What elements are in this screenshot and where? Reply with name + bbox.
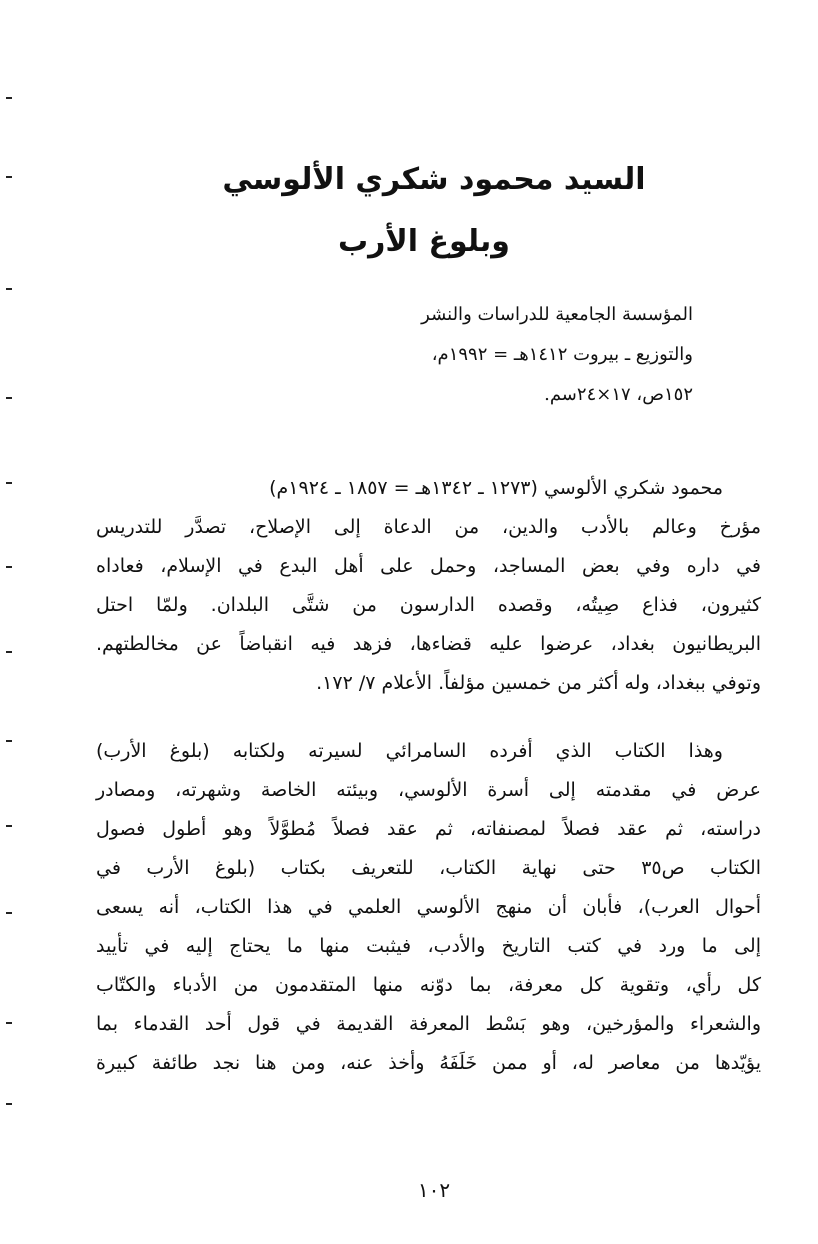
margin-tick <box>6 1103 12 1105</box>
text-line: محمود شكري الألوسي (١٢٧٣ ـ ١٣٤٢هـ = ١٨٥٧ ـ ١٩٢٤م) <box>269 477 723 499</box>
text-line: والشعراء والمؤرخين، وهو بَسْط المعرفة القديمة في قول أحد القدماء بما <box>96 1013 761 1035</box>
text-line: كل رأي، وتقوية كل معرفة، بما دوّنه منها المتقدمون من الأدباء والكتّاب <box>96 974 761 996</box>
text-line: يؤيّدها من معاصر له، أو ممن خَلَفَهُ وأخذ عنه، ومن هنا نجد طائفة كبيرة <box>96 1052 761 1074</box>
text-line: الكتاب ص٣٥ حتى نهاية الكتاب، للتعريف بكتاب (بلوغ الأرب في <box>96 857 762 879</box>
text-line: دراسته، ثم عقد فصلاً لمصنفاته، ثم عقد فصلاً مُطوَّلاً وهو أطول فصول <box>96 818 761 840</box>
margin-tick <box>6 1022 12 1024</box>
page-number: ١٠٢ <box>417 1178 451 1202</box>
publication-info <box>245 295 693 415</box>
margin-tick <box>6 97 12 99</box>
text-line: إلى ما ورد في كتب التاريخ والأدب، فيثبت منها ما يحتاج إليه في تأييد <box>96 935 761 957</box>
book-title: السيد محمود شكري الألوسي <box>222 162 646 197</box>
margin-tick <box>6 825 12 827</box>
text-line: وهذا الكتاب الذي أفرده السامرائي لسيرته ولكتابه (بلوغ الأرب) <box>96 740 723 762</box>
margin-tick <box>6 651 12 653</box>
text-line: كثيرون، فذاع صِيتُه، وقصده الدارسون من شتَّى البلدان. ولمّا احتل <box>96 594 761 616</box>
text-line: عرض في مقدمته إلى أسرة الألوسي، وبيئته الخاصة وشهرته، ومصادر <box>96 779 761 801</box>
publication-line: ١٥٢ص، ١٧×٢٤سم. <box>544 384 693 405</box>
text-line: البريطانيون بغداد، عرضوا عليه قضاءها، فزهد فيه انقباضاً عن مخالطتهم. <box>96 633 761 655</box>
text-line: وتوفي ببغداد، وله أكثر من خمسين مؤلفاً. الأعلام ٧/ ١٧٢. <box>316 672 761 694</box>
text-line: أحوال العرب)، فأبان أن منهج الألوسي العلمي في هذا الكتاب، أنه يسعى <box>96 896 761 918</box>
text-line: مؤرخ وعالم بالأدب والدين، من الدعاة إلى الإصلاح، تصدَّر للتدريس <box>96 516 761 538</box>
margin-tick <box>6 566 12 568</box>
review-paragraph <box>96 732 761 1083</box>
publication-line: المؤسسة الجامعية للدراسات والنشر <box>421 304 693 325</box>
margin-tick <box>6 288 12 290</box>
margin-tick <box>6 397 12 399</box>
text-line: في داره وفي بعض المساجد، وحمل على أهل البدع في الإسلام، فعاداه <box>96 555 761 577</box>
publication-line: والتوزيع ـ بيروت ١٤١٢هـ = ١٩٩٢م، <box>431 344 693 365</box>
margin-tick <box>6 740 12 742</box>
biography-paragraph <box>96 469 761 703</box>
margin-tick <box>6 912 12 914</box>
book-subtitle: وبلوغ الأرب <box>338 224 510 259</box>
margin-tick <box>6 482 12 484</box>
